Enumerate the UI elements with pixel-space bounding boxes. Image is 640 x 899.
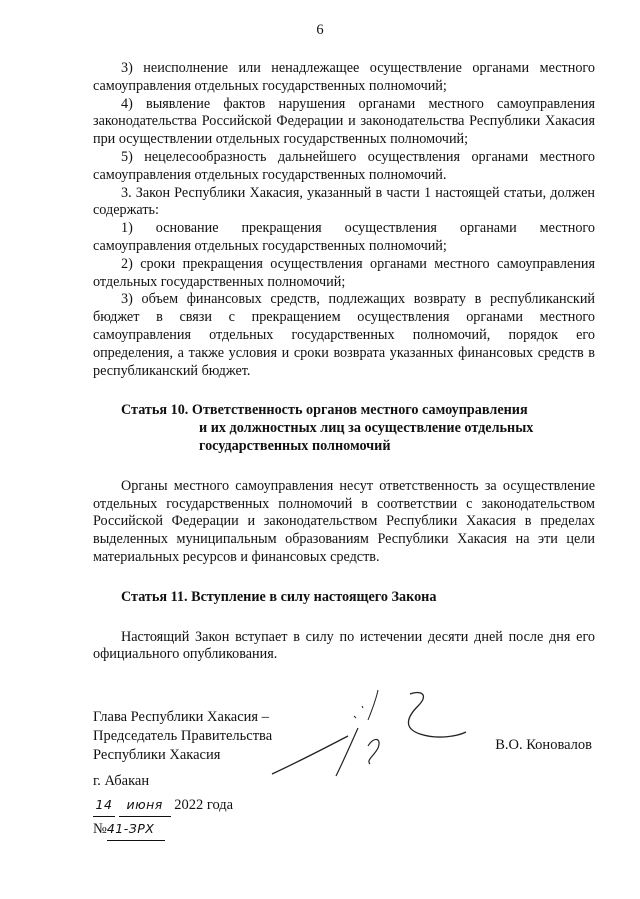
signatory-title-line1: Глава Республики Хакасия – [93, 709, 269, 725]
signatory-title [93, 708, 272, 765]
article-10-heading [93, 402, 595, 455]
paragraph: 4) выявление фактов нарушения органами местного самоуправления законодательства Российской Федерации и законодательства Республики Хакасия при осуществлении отдельных государственных полномочий; [93, 95, 595, 148]
article-10-title-line1: Ответственность органов местного самоуправления [191, 402, 528, 419]
city: г. Абакан [93, 773, 150, 789]
signatory-title-line2: Председатель Правительства [93, 728, 273, 744]
paragraph: 5) нецелесообразность дальнейшего осуществления органами местного самоуправления отдельных государственных полномочий. [93, 148, 595, 183]
page-number: 6 [316, 22, 324, 38]
signatory-title-line3: Республики Хакасия [93, 747, 221, 763]
article-10-text: Органы местного самоуправления несут ответственность за осуществление отдельных государственных полномочий в соответствии с законодательством Российской Федерации и законодательством Республики Хакасия в пределах выделенных муниципальным образованиям Республики Хакасия на эти цели материальных ресурсов и финансовых средств. [93, 477, 595, 565]
paragraph: 3. Закон Республики Хакасия, указанный в части 1 настоящей статьи, должен содержать: [93, 184, 595, 219]
law-number-line [93, 817, 233, 841]
article-11-text: Настоящий Закон вступает в силу по истечении десяти дней после дня его официального опубликования. [93, 628, 595, 663]
paragraph: 3) неисполнение или ненадлежащее осуществление органами местного самоуправления отдельных государственных полномочий; [93, 60, 595, 94]
place-date-number [93, 770, 233, 841]
article-10-prefix: Статья 10. [121, 402, 189, 419]
paragraph: 3) объем финансовых средств, подлежащих возврату в республиканский бюджет в связи с прекращением осуществления органами местного самоуправления отдельных государственных полномочий, порядок его определения, а также условия и сроки возврата указанных финансовых средств в республиканский бюджет. [93, 291, 595, 379]
article-11-heading: Статья 11. Вступление в силу настоящего Закона [121, 588, 437, 605]
paragraph: 2) сроки прекращения осуществления органами местного самоуправления отдельных государственных полномочий; [93, 255, 595, 290]
signatory-name: В.О. Коновалов [495, 737, 592, 753]
date-month: июня [119, 793, 171, 817]
document-body [93, 60, 595, 664]
article-10-title-line2: и их должностных лиц за осуществление отдельных [199, 420, 534, 437]
law-number-prefix: № [93, 821, 107, 837]
date-line [93, 793, 233, 817]
paragraph: 1) основание прекращения осуществления органами местного самоуправления отдельных государственных полномочий; [93, 220, 595, 254]
date-day: 14 [93, 793, 115, 817]
article-10-title-line3: государственных полномочий [199, 437, 391, 454]
handwritten-signature [270, 676, 470, 786]
date-year: 2022 года [174, 797, 234, 813]
law-number: 41-ЗРХ [107, 817, 165, 841]
